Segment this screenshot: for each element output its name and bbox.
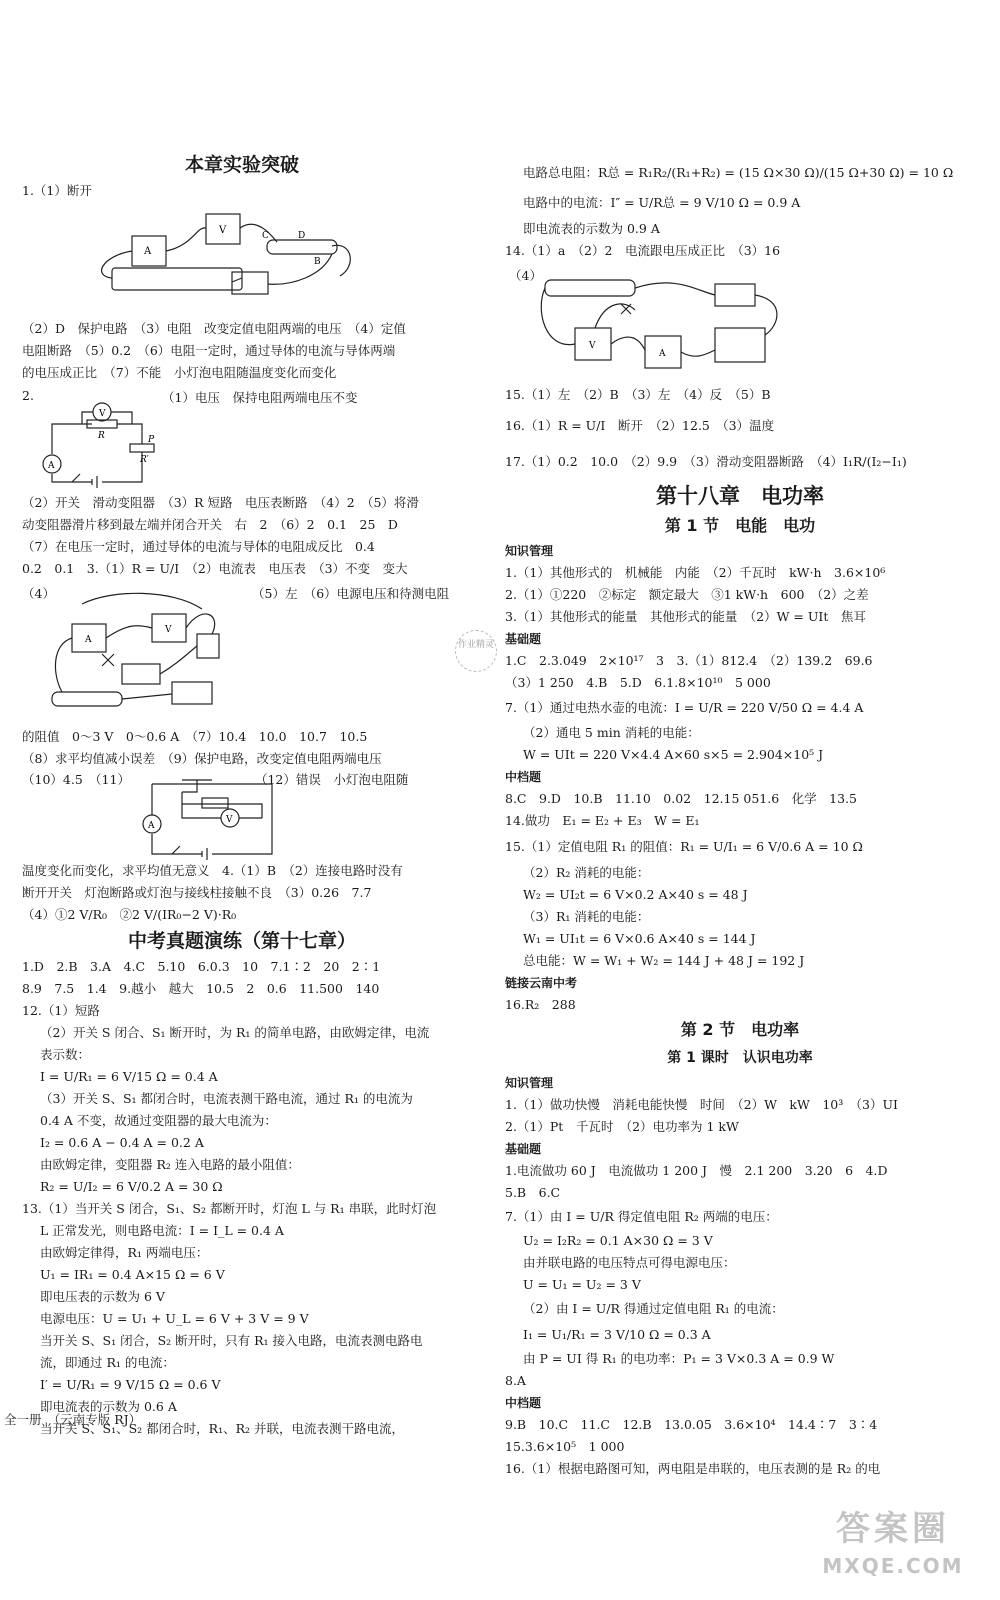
q14-apparatus-figure bbox=[505, 266, 975, 378]
q12-line: 由欧姆定律，变阻器 R₂ 连入电路的最小阻值： bbox=[40, 1157, 300, 1172]
watermark-url: MXQE.COM bbox=[822, 1554, 964, 1578]
q13-line: 当开关 S、S₁、S₂ 都闭合时，R₁、R₂ 并联，电流表测干路电流， bbox=[40, 1421, 404, 1436]
q13-line: 由欧姆定律得，R₁ 两端电压： bbox=[40, 1245, 209, 1260]
q13-continued-line: 电路总电阻：R总 = R₁R₂/(R₁+R₂) = (15 Ω×30 Ω)/(15 Ω+30 Ω) = 10 Ω bbox=[523, 165, 954, 180]
q15-17-line: 17.（1）0.2 10.0 （2）9.9 （3）滑动变阻器断路 （4）I₁R/(I₂−I₁) bbox=[505, 454, 907, 469]
q2-line: （7）在电压一定时，通过导体的电流与导体的电阻成反比 0.4 bbox=[22, 539, 375, 554]
knowledge-line: 1.（1）其他形式的 机械能 内能 （2）千瓦时 kW·h 3.6×10⁶ bbox=[505, 565, 886, 580]
q12-line: R₂ = U/I₂ = 6 V/0.2 A = 30 Ω bbox=[40, 1179, 223, 1194]
basic-line: 1.C 2.3.049 2×10¹⁷ 3 3.（1）812.4 （2）139.2 69.6 bbox=[505, 653, 873, 668]
fig-label-d: D bbox=[298, 231, 306, 241]
basic-line: I₁ = U₁/R₁ = 3 V/10 Ω = 0.3 A bbox=[523, 1327, 711, 1342]
apparatus-drawing-14 bbox=[535, 270, 865, 382]
knowledge-line: 2.（1）Pt 千瓦时 （2）电功率为 1 kW bbox=[505, 1119, 739, 1134]
power-supply bbox=[715, 328, 765, 362]
knowledge-line: 3.（1）其他形式的能量 其他形式的能量 （2）W = UIt 焦耳 bbox=[505, 609, 866, 624]
q3-line: 温度变化而变化，求平均值无意义 4.（1）B （2）连接电路时没有 bbox=[22, 863, 403, 878]
fig-label-v: V bbox=[165, 625, 172, 635]
basic-line: U₂ = I₂R₂ = 0.1 A×30 Ω = 3 V bbox=[523, 1233, 713, 1248]
q1-line: 电阻断路 （5）0.2 （6）电阻一定时，通过导体的电流与导体两端 bbox=[22, 343, 396, 358]
q2-circuit-figure bbox=[22, 388, 462, 488]
circuit-diagram-2 bbox=[32, 394, 172, 494]
basic-line: （2）通电 5 min 消耗的电能： bbox=[523, 725, 700, 740]
medium-line: 8.C 9.D 10.B 11.10 0.02 12.15 051.6 化学 13.5 bbox=[505, 791, 857, 806]
section-1-title: 第 1 节 电能 电功 bbox=[664, 516, 816, 535]
q13-continued-line: 电路中的电流：I″ = U/R总 = 9 V/10 Ω = 0.9 A bbox=[523, 195, 801, 210]
q2-first-answer: （1）电压 保持电阻两端电压不变 bbox=[162, 390, 358, 405]
medium-line: W₁ = UI₁t = 6 V×0.6 A×40 s = 144 J bbox=[523, 931, 756, 946]
medium-questions-heading: 中档题 bbox=[505, 1396, 542, 1410]
q13-continued-line: 即电流表的示数为 0.9 A bbox=[523, 221, 660, 236]
q13-line: 即电压表的示数为 6 V bbox=[40, 1289, 165, 1304]
basic-line: （2）由 I = U/R 得通过定值电阻 R₁ 的电流： bbox=[523, 1301, 784, 1316]
medium-line: （3）R₁ 消耗的电能： bbox=[523, 909, 650, 924]
basic-line: 1.电流做功 60 J 电流做功 1 200 J 慢 2.1 200 3.20 6 4.D bbox=[505, 1163, 888, 1178]
apparatus-drawing-3 bbox=[42, 584, 262, 722]
q13-line: 13.（1）当开关 S 闭合，S₁、S₂ 都断开时，灯泡 L 与 R₁ 串联，此时灯泡 bbox=[22, 1201, 437, 1216]
q2-number: 2. bbox=[22, 388, 34, 403]
knowledge-management-heading: 知识管理 bbox=[505, 1076, 554, 1090]
q14-line: 14.（1）a （2）2 电流跟电压成正比 （3）16 bbox=[505, 243, 781, 258]
q1-line: 的电压成正比 （7）不能 小灯泡电阻随温度变化而变化 bbox=[22, 365, 337, 380]
fig-label-b: B bbox=[314, 257, 321, 267]
q12-line: I₂ = 0.6 A − 0.4 A = 0.2 A bbox=[40, 1135, 204, 1150]
medium-line: （2）R₂ 消耗的电能： bbox=[523, 865, 650, 880]
q3-sub-label: （4） bbox=[22, 586, 55, 601]
left-column bbox=[22, 150, 462, 1440]
basic-line: 7.（1）由 I = U/R 得定值电阻 R₂ 两端的电压： bbox=[505, 1209, 778, 1224]
fig-label-v: V bbox=[219, 225, 227, 236]
q13-line: I′ = U/R₁ = 9 V/15 Ω = 0.6 V bbox=[40, 1377, 221, 1392]
switch-box bbox=[172, 682, 212, 704]
q12-line: I = U/R₁ = 6 V/15 Ω = 0.4 A bbox=[40, 1069, 218, 1084]
q12-line: （2）开关 S 闭合、S₁ 断开时，为 R₁ 的简单电路，由欧姆定律，电流 bbox=[40, 1025, 430, 1040]
fig-label-a: A bbox=[48, 461, 55, 471]
apparatus-drawing bbox=[22, 206, 462, 314]
basic-line: 5.B 6.C bbox=[505, 1185, 561, 1200]
chapter-experiment-title: 本章实验突破 bbox=[184, 154, 299, 176]
basic-line: 由并联电路的电压特点可得电源电压： bbox=[523, 1255, 736, 1270]
q13-line: U₁ = IR₁ = 0.4 A×15 Ω = 6 V bbox=[40, 1267, 225, 1282]
q3-line: （4）①2 V/R₀ ②2 V/(IR₀−2 V)·R₀ bbox=[22, 907, 237, 922]
medium-questions-heading: 中档题 bbox=[505, 770, 542, 784]
rheostat-body bbox=[545, 280, 635, 296]
medium-line: 14.做功 E₁ = E₂ + E₃ W = E₁ bbox=[505, 813, 700, 828]
q2-line: 0.2 0.1 3.（1）R = U/I （2）电流表 电压表 （3）不变 变大 bbox=[22, 561, 408, 576]
q3-circuit-figure bbox=[22, 770, 462, 860]
basic-line: 由 P = UI 得 R₁ 的电功率：P₁ = 3 V×0.3 A = 0.9 W bbox=[523, 1351, 835, 1366]
rheostat-body bbox=[267, 240, 337, 254]
fig-label-a: A bbox=[659, 349, 666, 359]
battery-pack bbox=[112, 268, 242, 290]
q1-apparatus-figure bbox=[22, 206, 462, 314]
q3-side-answer: （5）左 （6）电源电压和待测电阻 bbox=[252, 586, 450, 601]
q13-line: 当开关 S、S₁ 闭合，S₂ 断开时，只有 R₁ 接入电路，电流表测电路电 bbox=[40, 1333, 423, 1348]
q13-line: 电源电压：U = U₁ + U_L = 6 V + 3 V = 9 V bbox=[40, 1311, 309, 1326]
fig-label-a: A bbox=[148, 821, 155, 831]
medium-line: 16.（1）根据电路图可知，两电阻是串联的，电压表测的是 R₂ 的电 bbox=[505, 1461, 881, 1476]
yunnan-exam-heading: 链接云南中考 bbox=[505, 976, 578, 990]
q3-line: 断开开关 灯泡断路或灯泡与接线柱接触不良 （3）0.26 7.7 bbox=[22, 885, 372, 900]
fig-label-a: A bbox=[85, 635, 92, 645]
q1-line: （2）D 保护电路 （3）电阻 改变定值电阻两端的电压 （4）定值 bbox=[22, 321, 406, 336]
exam-practice-title: 中考真题演练（第十七章） bbox=[127, 930, 356, 952]
switch-box bbox=[232, 272, 268, 294]
q13-line: 流，即通过 R₁ 的电流： bbox=[40, 1355, 175, 1370]
medium-line: 总电能：W = W₁ + W₂ = 144 J + 48 J = 192 J bbox=[523, 953, 805, 968]
yunnan-exam-line: 16.R₂ 288 bbox=[505, 997, 576, 1012]
q12-line: 0.4 A 不变，故通过变阻器的最大电流为： bbox=[40, 1113, 277, 1128]
exam-answer-line: 1.D 2.B 3.A 4.C 5.10 6.0.3 10 7.1∶2 20 2∶1 bbox=[22, 959, 381, 974]
basic-line: （3）1 250 4.B 5.D 6.1.8×10¹⁰ 5 000 bbox=[505, 675, 771, 690]
basic-questions-heading: 基础题 bbox=[505, 632, 542, 646]
lesson-1-title: 第 1 课时 认识电功率 bbox=[667, 1050, 813, 1066]
exam-answer-line: 8.9 7.5 1.4 9.越小 越大 10.5 2 0.6 11.500 140 bbox=[22, 981, 380, 996]
knowledge-line: 1.（1）做功快慢 消耗电能快慢 时间 （2）W kW 10³ （3）UI bbox=[505, 1097, 898, 1112]
q12-line: 表示数： bbox=[40, 1047, 91, 1062]
chapter-18-title: 第十八章 电功率 bbox=[656, 484, 824, 508]
circuit-diagram-3 bbox=[122, 774, 282, 864]
watermark-text: 答案圈 bbox=[836, 1509, 950, 1549]
basic-line: 8.A bbox=[505, 1373, 526, 1388]
medium-line: 15.3.6×10⁵ 1 000 bbox=[505, 1439, 625, 1454]
rheostat-body bbox=[52, 692, 122, 706]
basic-questions-heading: 基础题 bbox=[505, 1142, 542, 1156]
fig-label-a: A bbox=[144, 246, 152, 257]
section-2-title: 第 2 节 电功率 bbox=[680, 1020, 800, 1039]
q13-line: 即电流表的示数为 0.6 A bbox=[40, 1399, 177, 1414]
exam-answer-line: 12.（1）短路 bbox=[22, 1003, 100, 1018]
q12-line: （3）开关 S、S₁ 都闭合时，电流表测干路电流，通过 R₁ 的电流为 bbox=[40, 1091, 413, 1106]
knowledge-line: 2.（1）①220 ②标定 额定最大 ③1 kW·h 600 （2）之差 bbox=[505, 587, 869, 602]
medium-line: W₂ = UI₂t = 6 V×0.2 A×40 s = 48 J bbox=[523, 887, 748, 902]
q3-line: （8）求平均值减小误差 （9）保护电路，改变定值电阻两端电压 bbox=[22, 751, 382, 766]
fig-label-p: P bbox=[148, 435, 155, 445]
q2-line: 动变阻器滑片移到最左端并闭合开关 右 2 （6）2 0.1 25 D bbox=[22, 517, 398, 532]
resistor-box bbox=[122, 664, 160, 684]
knowledge-management-heading: 知识管理 bbox=[505, 544, 554, 558]
medium-line: 15.（1）定值电阻 R₁ 的阻值：R₁ = U/I₁ = 6 V/0.6 A = 10 Ω bbox=[505, 839, 863, 854]
q2-line: （2）开关 滑动变阻器 （3）R 短路 电压表断路 （4）2 （5）将滑 bbox=[22, 495, 419, 510]
fig-label-r: R bbox=[98, 431, 105, 441]
q15-17-line: 15.（1）左 （2）B （3）左 （4）反 （5）B bbox=[505, 387, 771, 402]
right-column bbox=[505, 158, 975, 1480]
switch-box bbox=[715, 284, 755, 306]
q1-line: 1.（1）断开 bbox=[22, 183, 92, 198]
fig-label-v: V bbox=[226, 815, 233, 825]
basic-line: 7.（1）通过电热水壶的电流：I = U/R = 220 V/50 Ω = 4.4 A bbox=[505, 700, 864, 715]
q14-sub-label: （4） bbox=[509, 268, 542, 283]
fig-label-c: C bbox=[262, 231, 269, 241]
q3-apparatus-figure bbox=[22, 584, 462, 722]
q13-line: L 正常发光，则电路电流：I = I_L = 0.4 A bbox=[40, 1223, 284, 1238]
fig-label-v: V bbox=[589, 341, 596, 351]
site-watermark bbox=[808, 1505, 978, 1595]
fig-label-rp: R′ bbox=[140, 455, 149, 465]
q3-line: 的阻值 0～3 V 0～0.6 A （7）10.4 10.0 10.7 10.5 bbox=[22, 729, 368, 744]
study-stamp: 作业精灵 bbox=[455, 630, 497, 672]
basic-line: U = U₁ = U₂ = 3 V bbox=[523, 1277, 641, 1292]
q15-17-line: 16.（1）R = U/I 断开 （2）12.5 （3）温度 bbox=[505, 418, 775, 433]
q3-line: （10）4.5 （11） （12）错误 小灯泡电阻随 bbox=[22, 772, 409, 787]
battery bbox=[197, 634, 219, 658]
medium-line: 9.B 10.C 11.C 12.B 13.0.05 3.6×10⁴ 14.4∶7 3∶4 bbox=[505, 1417, 878, 1432]
fig-label-v: V bbox=[99, 409, 106, 419]
basic-line: W = UIt = 220 V×4.4 A×60 s×5 = 2.904×10⁵ J bbox=[523, 747, 824, 762]
page-footer: 全一册 （云南专版 RJ） bbox=[4, 1412, 142, 1427]
